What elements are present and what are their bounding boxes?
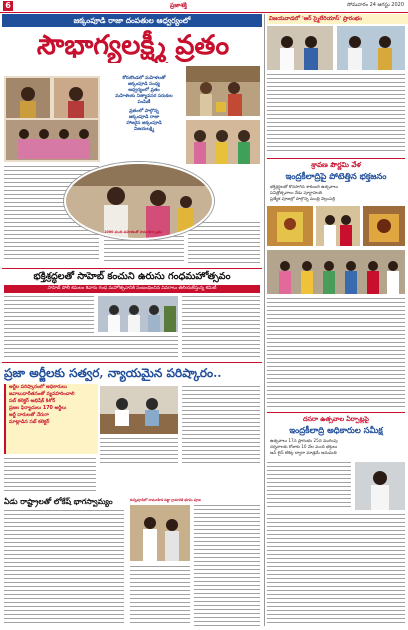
subhead-item: పంపిణీ [137,100,151,105]
body-text [100,438,178,466]
photo-temple-2 [316,206,360,246]
subhead-item: విజయలక్ష్మి [133,127,155,132]
body-text [182,386,260,466]
subhead-item: జక్కంపూడి సంధ్య [127,82,161,87]
article-headline: ప్రజా అర్జీలకు సత్వర, న్యాయమైన పరిష్కారం.. [4,366,222,380]
body-text [182,296,260,358]
photo-caption: కుచ్చిపూడిలో సామూహిక పట్టా గ్రామానికి భూమి పూజ [130,498,201,502]
photo-inauguration-2 [337,26,405,70]
photo-devotees [267,250,405,294]
photo-caption: 1000 మంది మహిళలతో సామూహిక వ్రతం [104,230,163,234]
second-headline: ఏడు రాష్ట్రాలతో లోకేష్ భాగస్వామ్యం [4,497,113,506]
body-text [188,222,260,266]
banner-blue [2,14,262,27]
subhead-item: మహిళలకు నిత్యావసర సరుకుల [115,94,173,99]
photo-collage [4,76,100,162]
right-bottom-bullets [270,438,404,458]
body-text [194,505,260,626]
photo-urus [98,296,178,332]
body-text [4,336,178,360]
bullet-item: మాట్లాడిన సబ్ కలెక్టర్ [9,420,50,425]
body-text [130,566,190,626]
bullet-item: ప్రజల ఫిర్యాదులు 170 అర్జీలు [9,406,67,411]
bullet-item: ఉత్సవాలు 17న ప్రారంభం 25న ముగింపు [270,438,338,443]
subhead-item: ఆధ్వర్యంలో వ్రతం [128,88,160,93]
banner-text: జక్కంపూడి రాజా దంపతుల ఆధ్వర్యంలో [73,16,191,25]
bullet-item: పవిత్రోత్సవాలు నేడు పూర్ణాహుతి [270,190,322,195]
right-bottom-headline-top: దసరా ఉత్సవాల ఏర్పాట్లపై [303,415,369,423]
body-text [267,298,405,408]
right-mid-headline-top: శ్రావణ పౌర్ణమి వేళ [311,160,361,169]
subhead-text: సాహెబ్ పోలీ కమలం శివారు గంధ మహోత్సవానికి సంబంధించిన వివరాలు తెలియజేస్తున్న కమిటీ [47,286,217,291]
column-separator [264,14,265,626]
divider [267,158,405,159]
subhead-item: హాజరైన జక్కంపూడి [126,121,162,126]
bullet-item: అర్జీ దారులతో నేరుగా [9,413,49,418]
subhead-column [104,76,184,162]
divider [2,362,262,363]
bullet-item: భక్తిశ్రద్ధలతో కొనసాగిన శాకంబరి ఉత్సవాలు [270,184,339,189]
subhead-item: వ్రతంలో పాల్గొన్న [129,109,159,114]
paper-name: ప్రజాశక్తి [170,2,187,9]
bullet-item: అర్జీల పరిష్కారంలో అధికారులు [9,385,67,390]
body-text [104,236,184,264]
bullet-item: దర్శనాలకు రోజుకు 10 వేల మంది భక్తులు [270,444,338,449]
article-subhead-bar [4,285,260,293]
subhead-item: జక్కంపూడి రాజా [128,115,160,120]
body-text [267,74,405,154]
divider [2,268,262,269]
body-text [4,510,124,626]
right-banner [267,14,408,24]
body-text [4,458,96,494]
right-bottom-headline: ఇంద్రకీలాద్రి అధికారుల సమీక్ష [289,425,383,435]
bullet-item: జవాబుదారీతనంతో వ్యవహరించాలి [9,392,75,397]
subhead-item: కోరుకొండలో మహిళలతో [122,76,166,81]
bullet-item: ప్రత్యేక పూజల్లో పాల్గొన్న మంత్రి వెల్లంపల్లి [270,196,336,201]
photo-main-circle [64,162,214,240]
bullet-box [4,384,98,454]
photo-inauguration-1 [267,26,333,70]
photo-women-group [186,120,260,164]
photo-bhoomi-pooja [130,505,190,561]
photo-temple-3 [363,206,405,246]
right-mid-bullets [270,184,404,204]
right-mid-headline: ఇంద్రకీలాద్రిపై పోటెత్తిన భక్తజనం [285,171,387,181]
body-text [4,296,94,334]
masthead [0,0,408,13]
body-text [267,514,405,626]
photo-officials-review [355,462,405,510]
date-line: సోమవారం 24 ఆగస్టు 2020 [347,2,404,8]
bullet-item: ఆన్ లైన్ టికెట్ల ద్వారా మాత్రమే అనుమతి [270,450,337,455]
body-text [267,462,351,510]
photo-ceremony [186,66,260,116]
right-banner-text: విజయవాడలో 'ఆర్ స్మైలేరియాస్' ప్రారంభం [269,16,362,22]
bullet-item: సబ్ కలెక్టర్ అభిషేక్ కిశోర్ [9,399,56,404]
photo-temple-1 [267,206,313,246]
divider [267,412,405,413]
article-title: సౌభాగ్యలక్ష్మీ వ్రతం [36,30,230,61]
page-number: 6 [3,1,13,11]
article-headline: భక్తిశ్రద్ధలతో సాహెబ్ కంచుని ఉరుసు గంధమహోత్సవం [33,271,231,282]
photo-sub-collector [100,386,178,434]
